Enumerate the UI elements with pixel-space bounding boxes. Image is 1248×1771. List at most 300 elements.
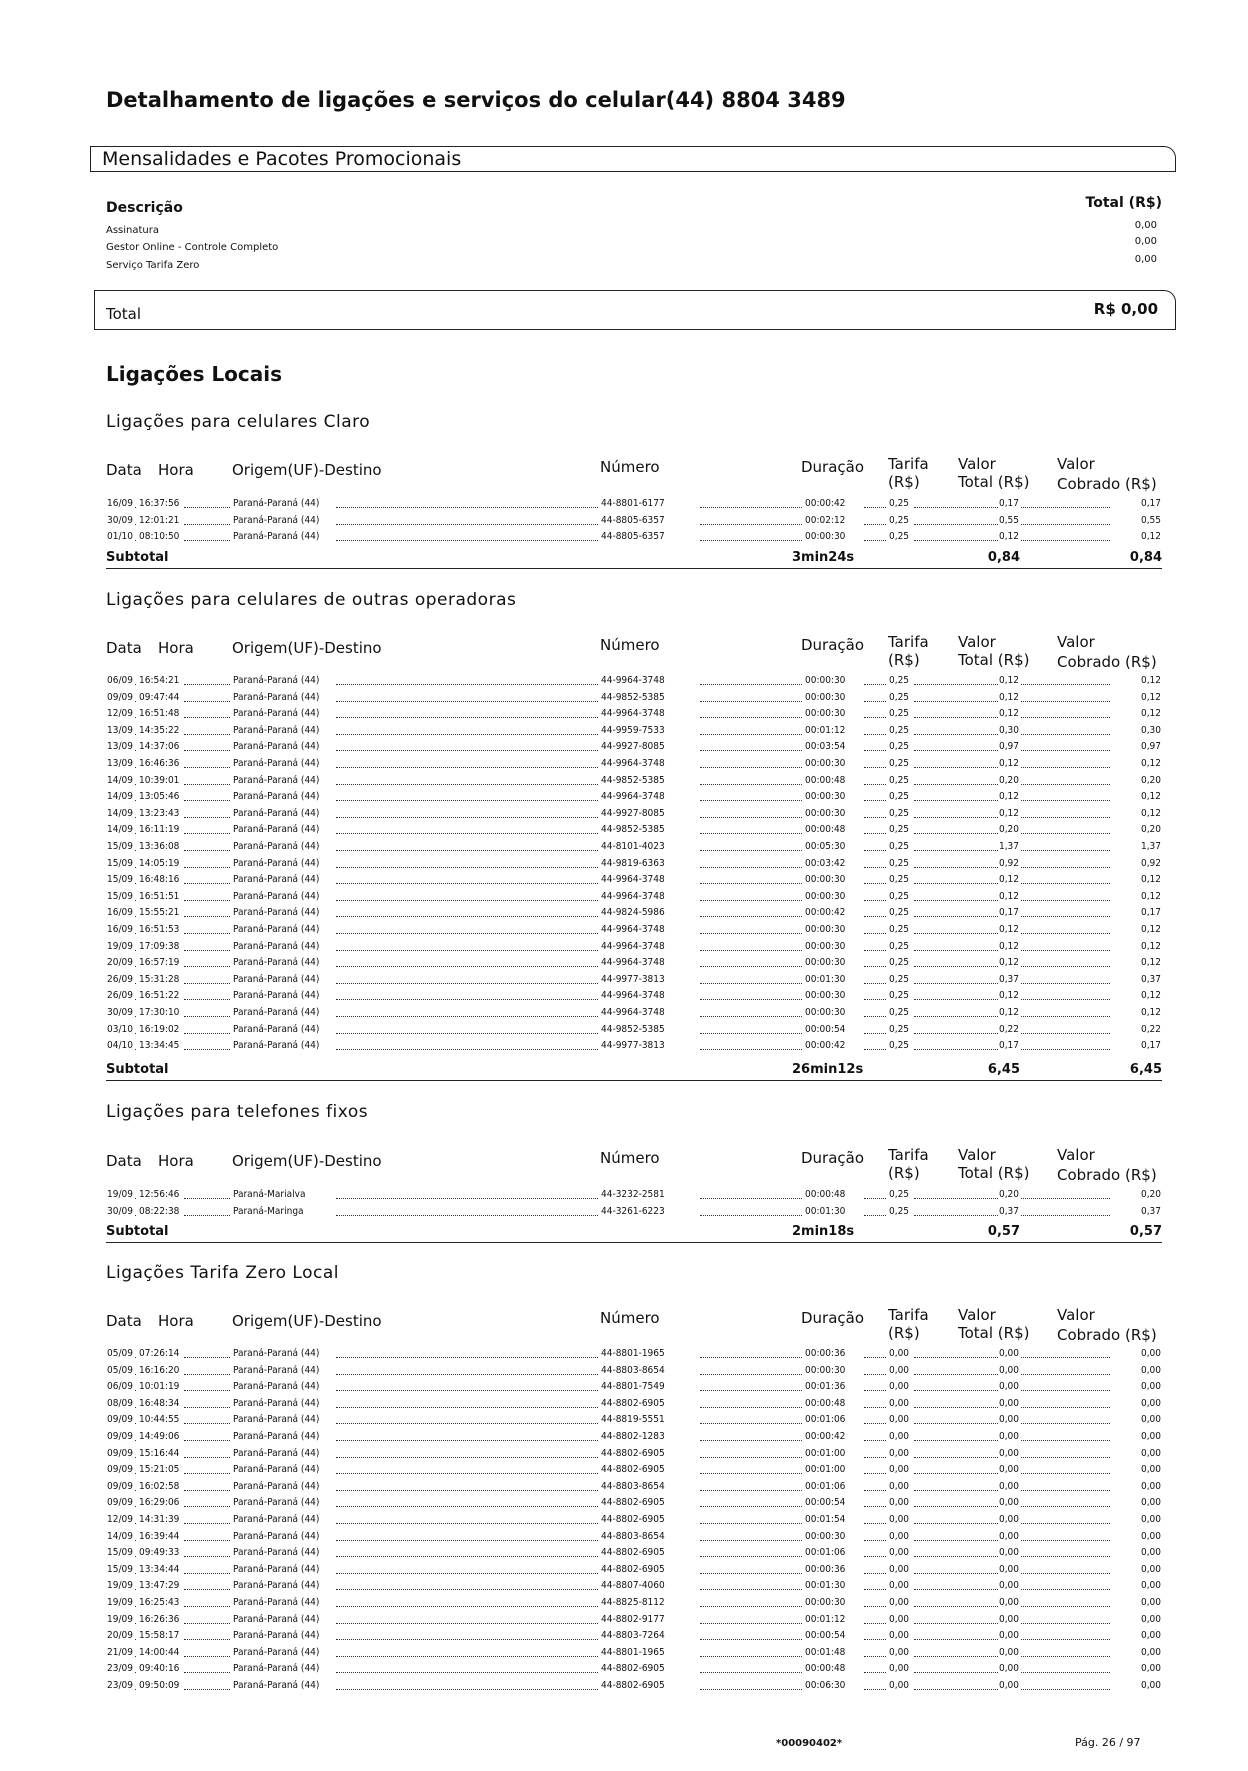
column-header-number: Número xyxy=(600,1309,660,1327)
page-number: Pág. 26 / 97 xyxy=(1075,1736,1141,1749)
call-rate: 0,25 xyxy=(889,514,910,526)
dot-leader xyxy=(700,817,802,818)
call-rate: 0,25 xyxy=(889,774,910,786)
call-rate: 0,25 xyxy=(889,741,910,753)
call-date: 30/09 xyxy=(107,1007,133,1018)
dot-leader xyxy=(184,540,230,541)
call-duration: 00:00:54 xyxy=(805,1630,846,1642)
call-rate: 0,25 xyxy=(889,1040,910,1052)
call-origin-destination: Paraná-Paraná (44) xyxy=(233,1414,320,1426)
call-origin-destination: Paraná-Paraná (44) xyxy=(233,1547,320,1559)
dot-leader xyxy=(864,966,886,967)
dot-leader xyxy=(700,1589,802,1590)
dot-leader xyxy=(336,1215,598,1216)
call-number: 44-8807-4060 xyxy=(601,1580,665,1592)
call-origin-destination: Paraná-Paraná (44) xyxy=(233,758,320,769)
call-rate: 0,25 xyxy=(889,957,910,969)
call-number: 44-8805-6357 xyxy=(601,531,665,543)
call-time: 16:26:36 xyxy=(139,1613,180,1625)
call-charged: 0,00 xyxy=(1140,1414,1161,1426)
table-row xyxy=(106,739,1162,754)
call-duration: 00:00:30 xyxy=(805,807,846,819)
dot-leader xyxy=(336,1440,598,1441)
call-date: 30/09 xyxy=(107,514,133,526)
dot-leader xyxy=(336,833,598,834)
dot-leader xyxy=(700,1689,802,1690)
call-time: 16:51:48 xyxy=(139,708,180,720)
call-date: 12/09 xyxy=(107,1514,133,1525)
call-duration: 00:00:30 xyxy=(805,940,846,952)
call-number: 44-8802-6905 xyxy=(601,1680,665,1691)
column-header-number: Número xyxy=(600,636,660,654)
call-origin-destination: Paraná-Paraná (44) xyxy=(233,708,320,720)
call-date: 09/09 xyxy=(107,1497,133,1509)
call-date: 16/09 xyxy=(107,924,133,935)
dot-leader xyxy=(184,1049,230,1050)
call-rate: 0,25 xyxy=(889,758,910,769)
column-header-duration: Duração xyxy=(801,1309,865,1327)
dot-leader xyxy=(864,1016,886,1017)
call-rate: 0,00 xyxy=(889,1547,910,1559)
table-row xyxy=(106,1363,1162,1378)
dot-leader xyxy=(336,767,598,768)
call-date: 14/09 xyxy=(107,774,133,786)
call-charged: 0,12 xyxy=(1140,940,1161,952)
call-origin-destination: Paraná-Paraná (44) xyxy=(233,874,320,886)
table-row xyxy=(106,1005,1162,1020)
call-total: 0,20 xyxy=(998,824,1019,836)
call-time: 16:02:58 xyxy=(139,1480,180,1492)
column-header-total: Valor xyxy=(958,1306,996,1324)
call-total: 0,20 xyxy=(998,774,1019,786)
call-date: 15/09 xyxy=(107,890,133,902)
call-charged: 0,20 xyxy=(1140,1189,1161,1200)
call-total: 0,00 xyxy=(998,1530,1019,1542)
call-total: 0,92 xyxy=(998,857,1019,869)
table-row xyxy=(106,856,1162,871)
call-rate: 0,25 xyxy=(889,498,910,509)
call-date: 13/09 xyxy=(107,741,133,753)
call-date: 08/09 xyxy=(107,1397,133,1409)
dot-leader xyxy=(700,540,802,541)
call-duration: 00:01:30 xyxy=(805,973,846,985)
section-title: Ligações para celulares de outras operadoras xyxy=(106,590,517,610)
column-header-origin: Origem(UF)-Destino xyxy=(232,1152,382,1170)
call-origin-destination: Paraná-Paraná (44) xyxy=(233,514,320,526)
call-duration: 00:00:30 xyxy=(805,990,846,1002)
call-rate: 0,00 xyxy=(889,1530,910,1542)
table-row xyxy=(106,1595,1162,1610)
call-rate: 0,25 xyxy=(889,708,910,720)
call-rate: 0,00 xyxy=(889,1630,910,1642)
call-date: 30/09 xyxy=(107,1205,133,1217)
grand-total-value: R$ 0,00 xyxy=(1093,300,1158,318)
call-time: 10:44:55 xyxy=(139,1414,180,1426)
dot-leader xyxy=(700,524,802,525)
call-charged: 0,00 xyxy=(1140,1397,1161,1409)
dot-leader xyxy=(184,1623,230,1624)
call-time: 08:10:50 xyxy=(139,531,180,543)
call-number: 44-8801-1965 xyxy=(601,1348,665,1359)
dot-leader xyxy=(336,1049,598,1050)
dot-leader xyxy=(184,1639,230,1640)
call-duration: 00:05:30 xyxy=(805,841,846,852)
call-rate: 0,25 xyxy=(889,874,910,886)
call-time: 16:39:44 xyxy=(139,1530,180,1542)
call-total: 0,12 xyxy=(998,940,1019,952)
call-time: 13:36:08 xyxy=(139,841,180,852)
description-header: Descrição xyxy=(106,200,183,216)
subtotal-charged: 6,45 xyxy=(1129,1062,1162,1077)
call-total: 0,00 xyxy=(998,1414,1019,1426)
table-row xyxy=(106,806,1162,821)
call-origin-destination: Paraná-Paraná (44) xyxy=(233,907,320,919)
call-rate: 0,00 xyxy=(889,1514,910,1525)
table-row xyxy=(106,1379,1162,1394)
dot-leader xyxy=(864,701,886,702)
dot-leader xyxy=(336,701,598,702)
call-number: 44-8802-6905 xyxy=(601,1547,665,1559)
call-time: 07:26:14 xyxy=(139,1348,180,1359)
call-duration: 00:00:30 xyxy=(805,691,846,703)
call-rate: 0,25 xyxy=(889,1007,910,1018)
call-time: 10:01:19 xyxy=(139,1381,180,1393)
column-header-rate-unit: (R$) xyxy=(888,1324,920,1342)
column-header-charged-unit: Cobrado (R$) xyxy=(1057,1326,1157,1344)
call-origin-destination: Paraná-Paraná (44) xyxy=(233,957,320,969)
dot-leader xyxy=(336,1506,598,1507)
table-row xyxy=(106,513,1162,528)
dot-leader xyxy=(700,1016,802,1017)
dot-leader xyxy=(864,1523,886,1524)
call-rate: 0,25 xyxy=(889,924,910,935)
call-number: 44-9964-3748 xyxy=(601,940,665,952)
call-charged: 0,12 xyxy=(1140,708,1161,720)
dot-leader xyxy=(700,983,802,984)
call-time: 13:34:44 xyxy=(139,1563,180,1575)
call-number: 44-8801-6177 xyxy=(601,498,665,509)
call-total: 0,12 xyxy=(998,1007,1019,1018)
call-rate: 0,25 xyxy=(889,724,910,736)
call-total: 0,00 xyxy=(998,1547,1019,1559)
dot-leader xyxy=(864,540,886,541)
call-duration: 00:06:30 xyxy=(805,1680,846,1691)
dot-leader xyxy=(700,1672,802,1673)
column-header-rate-unit: (R$) xyxy=(888,473,920,491)
call-duration: 00:02:12 xyxy=(805,514,846,526)
dot-leader xyxy=(184,717,230,718)
dot-leader xyxy=(184,1198,230,1199)
column-header-duration: Duração xyxy=(801,458,865,476)
call-charged: 0,97 xyxy=(1140,741,1161,753)
call-number: 44-3232-2581 xyxy=(601,1189,665,1200)
call-number: 44-8803-8654 xyxy=(601,1530,665,1542)
subtotal-row xyxy=(106,548,1162,569)
call-total: 0,00 xyxy=(998,1348,1019,1359)
call-number: 44-8801-7549 xyxy=(601,1381,665,1393)
call-duration: 00:03:42 xyxy=(805,857,846,869)
call-charged: 1,37 xyxy=(1140,841,1161,852)
call-rate: 0,00 xyxy=(889,1597,910,1608)
section-title: Ligações para telefones fixos xyxy=(106,1102,369,1122)
dot-leader xyxy=(336,1198,598,1199)
table-row xyxy=(106,789,1162,804)
call-rate: 0,25 xyxy=(889,1023,910,1035)
dot-leader xyxy=(700,1457,802,1458)
call-date: 13/09 xyxy=(107,724,133,736)
call-time: 16:16:20 xyxy=(139,1364,180,1376)
dot-leader xyxy=(864,1215,886,1216)
dot-leader xyxy=(184,750,230,751)
call-total: 0,00 xyxy=(998,1381,1019,1393)
call-rate: 0,00 xyxy=(889,1646,910,1658)
dot-leader xyxy=(864,883,886,884)
call-duration: 00:00:42 xyxy=(805,907,846,919)
call-charged: 0,17 xyxy=(1140,498,1161,509)
table-row xyxy=(106,496,1162,511)
dot-leader xyxy=(700,950,802,951)
table-row xyxy=(106,1628,1162,1643)
dot-leader xyxy=(700,833,802,834)
call-time: 14:49:06 xyxy=(139,1431,180,1442)
call-time: 12:56:46 xyxy=(139,1189,180,1200)
table-row xyxy=(106,905,1162,920)
dot-leader xyxy=(864,524,886,525)
dot-leader xyxy=(864,916,886,917)
call-total: 0,00 xyxy=(998,1630,1019,1642)
call-origin-destination: Paraná-Paraná (44) xyxy=(233,1397,320,1409)
call-time: 16:19:02 xyxy=(139,1023,180,1035)
column-header-origin: Origem(UF)-Destino xyxy=(232,461,382,479)
dot-leader xyxy=(184,883,230,884)
call-origin-destination: Paraná-Paraná (44) xyxy=(233,1381,320,1393)
column-header-rate: Tarifa xyxy=(888,1306,929,1324)
subtotal-total: 6,45 xyxy=(987,1062,1020,1077)
dot-leader xyxy=(864,1639,886,1640)
call-rate: 0,25 xyxy=(889,890,910,902)
dot-leader xyxy=(864,717,886,718)
dot-leader xyxy=(184,983,230,984)
call-charged: 0,00 xyxy=(1140,1547,1161,1559)
call-duration: 00:00:48 xyxy=(805,824,846,836)
dot-leader xyxy=(700,1049,802,1050)
call-time: 12:01:21 xyxy=(139,514,180,526)
call-number: 44-8825-8112 xyxy=(601,1597,665,1608)
dot-leader xyxy=(700,999,802,1000)
call-date: 15/09 xyxy=(107,841,133,852)
table-row xyxy=(106,1187,1162,1202)
call-rate: 0,25 xyxy=(889,531,910,543)
call-time: 15:55:21 xyxy=(139,907,180,919)
call-charged: 0,00 xyxy=(1140,1447,1161,1459)
dot-leader xyxy=(864,1033,886,1034)
call-total: 0,12 xyxy=(998,675,1019,686)
call-origin-destination: Paraná-Paraná (44) xyxy=(233,841,320,852)
call-charged: 0,12 xyxy=(1140,990,1161,1002)
dot-leader xyxy=(184,1540,230,1541)
dot-leader xyxy=(700,916,802,917)
subtotal-duration: 2min18s xyxy=(792,1224,855,1239)
call-rate: 0,00 xyxy=(889,1480,910,1492)
call-time: 16:48:34 xyxy=(139,1397,180,1409)
dot-leader xyxy=(184,867,230,868)
dot-leader xyxy=(700,1573,802,1574)
dot-leader xyxy=(184,1490,230,1491)
call-charged: 0,55 xyxy=(1140,514,1161,526)
subtotal-charged: 0,84 xyxy=(1129,550,1162,565)
call-duration: 00:01:12 xyxy=(805,724,846,736)
call-rate: 0,25 xyxy=(889,1205,910,1217)
call-date: 05/09 xyxy=(107,1348,133,1359)
call-rate: 0,25 xyxy=(889,675,910,686)
section-title: Ligações Tarifa Zero Local xyxy=(106,1263,339,1283)
call-total: 0,17 xyxy=(998,1040,1019,1052)
dot-leader xyxy=(336,950,598,951)
dot-leader xyxy=(184,1523,230,1524)
dot-leader xyxy=(700,1423,802,1424)
dot-leader xyxy=(864,933,886,934)
dot-leader xyxy=(336,1656,598,1657)
dot-leader xyxy=(336,999,598,1000)
dot-leader xyxy=(864,1540,886,1541)
dot-leader xyxy=(336,734,598,735)
dot-leader xyxy=(184,507,230,508)
dot-leader xyxy=(864,1689,886,1690)
dot-leader xyxy=(700,1440,802,1441)
call-number: 44-9964-3748 xyxy=(601,890,665,902)
call-date: 14/09 xyxy=(107,824,133,836)
call-origin-destination: Paraná-Paraná (44) xyxy=(233,774,320,786)
call-rate: 0,00 xyxy=(889,1447,910,1459)
dot-leader xyxy=(864,1506,886,1507)
call-date: 09/09 xyxy=(107,691,133,703)
call-date: 13/09 xyxy=(107,758,133,769)
dot-leader xyxy=(864,1390,886,1391)
call-rate: 0,25 xyxy=(889,841,910,852)
call-time: 15:16:44 xyxy=(139,1447,180,1459)
call-origin-destination: Paraná-Paraná (44) xyxy=(233,990,320,1002)
call-total: 0,37 xyxy=(998,1205,1019,1217)
call-time: 16:11:19 xyxy=(139,824,180,836)
call-duration: 00:01:00 xyxy=(805,1464,846,1476)
call-date: 09/09 xyxy=(107,1480,133,1492)
dot-leader xyxy=(184,1556,230,1557)
dot-leader xyxy=(184,1656,230,1657)
package-item-name: Gestor Online - Controle Completo xyxy=(106,242,279,253)
call-time: 09:50:09 xyxy=(139,1680,180,1691)
call-number: 44-8805-6357 xyxy=(601,514,665,526)
call-total: 0,00 xyxy=(998,1646,1019,1658)
call-origin-destination: Paraná-Paraná (44) xyxy=(233,1348,320,1359)
dot-leader xyxy=(864,1606,886,1607)
column-header-number: Número xyxy=(600,458,660,476)
local-calls-title: Ligações Locais xyxy=(106,362,283,386)
dot-leader xyxy=(864,1374,886,1375)
call-date: 14/09 xyxy=(107,1530,133,1542)
call-total: 0,12 xyxy=(998,807,1019,819)
call-time: 16:51:53 xyxy=(139,924,180,935)
call-number: 44-9964-3748 xyxy=(601,1007,665,1018)
dot-leader xyxy=(700,1523,802,1524)
call-duration: 00:00:30 xyxy=(805,675,846,686)
call-date: 26/09 xyxy=(107,990,133,1002)
call-charged: 0,00 xyxy=(1140,1663,1161,1675)
call-origin-destination: Paraná-Paraná (44) xyxy=(233,824,320,836)
dot-leader xyxy=(864,1672,886,1673)
dot-leader xyxy=(864,1589,886,1590)
call-origin-destination: Paraná-Paraná (44) xyxy=(233,1630,320,1642)
call-total: 0,20 xyxy=(998,1189,1019,1200)
call-date: 01/10 xyxy=(107,531,133,543)
call-number: 44-8802-6905 xyxy=(601,1397,665,1409)
call-time: 13:23:43 xyxy=(139,807,180,819)
call-date: 20/09 xyxy=(107,1630,133,1642)
call-charged: 0,37 xyxy=(1140,973,1161,985)
call-total: 0,00 xyxy=(998,1613,1019,1625)
dot-leader xyxy=(184,1407,230,1408)
call-date: 19/09 xyxy=(107,1597,133,1608)
dot-leader xyxy=(700,966,802,967)
dot-leader xyxy=(700,717,802,718)
call-origin-destination: Paraná-Paraná (44) xyxy=(233,791,320,803)
dot-leader xyxy=(336,1672,598,1673)
call-origin-destination: Paraná-Paraná (44) xyxy=(233,675,320,686)
call-rate: 0,00 xyxy=(889,1397,910,1409)
call-number: 44-8803-8654 xyxy=(601,1364,665,1376)
table-row xyxy=(106,1412,1162,1427)
dot-leader xyxy=(864,1357,886,1358)
call-number: 44-3261-6223 xyxy=(601,1205,665,1217)
call-number: 44-9852-5385 xyxy=(601,774,665,786)
dot-leader xyxy=(184,1672,230,1673)
dot-leader xyxy=(336,983,598,984)
call-charged: 0,22 xyxy=(1140,1023,1161,1035)
dot-leader xyxy=(184,850,230,851)
call-date: 19/09 xyxy=(107,1580,133,1592)
dot-leader xyxy=(864,1656,886,1657)
call-number: 44-8802-9177 xyxy=(601,1613,665,1625)
table-row xyxy=(106,939,1162,954)
call-charged: 0,12 xyxy=(1140,791,1161,803)
call-charged: 0,12 xyxy=(1140,874,1161,886)
dot-leader xyxy=(184,1423,230,1424)
call-duration: 00:00:30 xyxy=(805,1364,846,1376)
call-duration: 00:00:30 xyxy=(805,874,846,886)
call-origin-destination: Paraná-Paraná (44) xyxy=(233,531,320,543)
call-date: 09/09 xyxy=(107,1464,133,1476)
column-header-time: Hora xyxy=(158,639,194,657)
column-header-total: Valor xyxy=(958,455,996,473)
call-charged: 0,12 xyxy=(1140,807,1161,819)
dot-leader xyxy=(700,701,802,702)
call-number: 44-9852-5385 xyxy=(601,1023,665,1035)
column-header-charged: Valor xyxy=(1057,455,1095,473)
call-number: 44-9964-3748 xyxy=(601,957,665,969)
call-duration: 00:00:54 xyxy=(805,1497,846,1509)
dot-leader xyxy=(184,1689,230,1690)
call-total: 0,12 xyxy=(998,791,1019,803)
table-row xyxy=(106,1645,1162,1660)
call-charged: 0,00 xyxy=(1140,1580,1161,1592)
call-time: 13:34:45 xyxy=(139,1040,180,1052)
call-origin-destination: Paraná-Paraná (44) xyxy=(233,1514,320,1525)
column-header-date: Data xyxy=(106,639,142,657)
dot-leader xyxy=(700,1033,802,1034)
call-time: 14:05:19 xyxy=(139,857,180,869)
column-header-date: Data xyxy=(106,1152,142,1170)
dot-leader xyxy=(336,800,598,801)
call-date: 19/09 xyxy=(107,940,133,952)
